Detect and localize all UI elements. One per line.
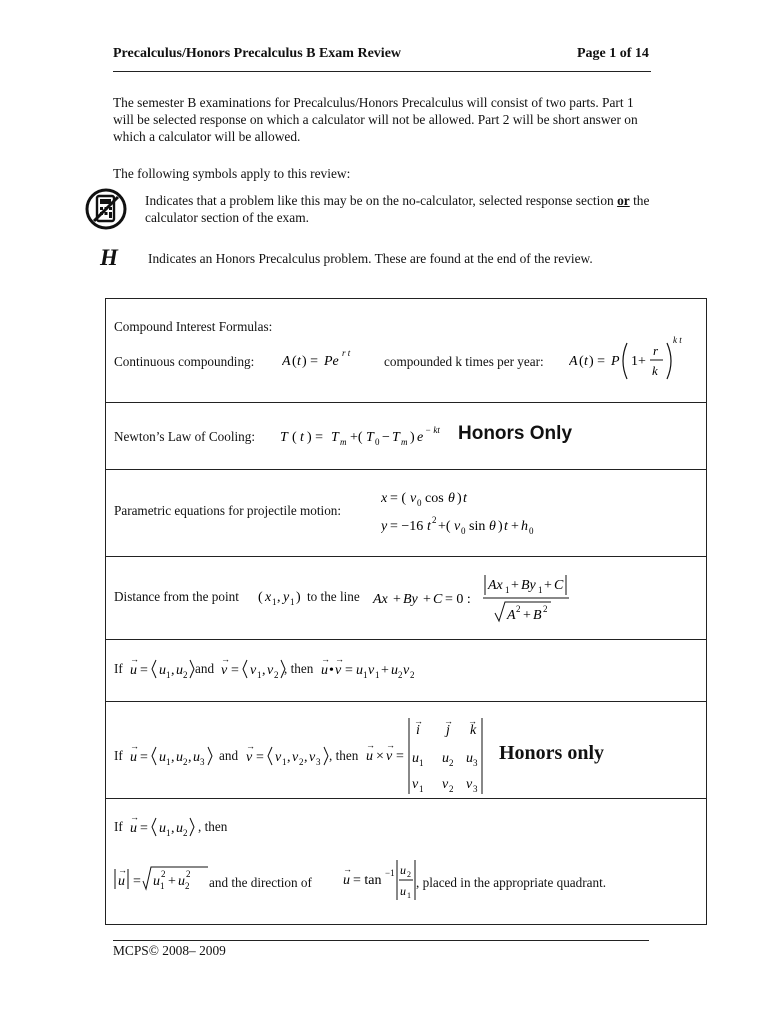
distance-formula	[371, 569, 581, 629]
continuous-formula	[282, 341, 372, 373]
svg-text:=: =	[396, 749, 404, 764]
svg-text:P: P	[611, 354, 620, 369]
svg-text:=: =	[140, 821, 148, 836]
svg-text:u: u	[400, 884, 406, 898]
header-divider	[113, 71, 651, 72]
svg-text:r: r	[653, 343, 659, 358]
svg-text:1: 1	[419, 784, 424, 794]
svg-text:By: By	[403, 592, 418, 607]
svg-text:+: +	[544, 578, 552, 593]
svg-text:j: j	[446, 723, 450, 738]
svg-text:v: v	[221, 663, 228, 678]
svg-text:C: C	[433, 592, 443, 607]
svg-text:A: A	[507, 608, 516, 623]
svg-text:T: T	[331, 430, 339, 445]
svg-text:u: u	[159, 663, 166, 678]
svg-text:2: 2	[161, 869, 166, 879]
svg-text:u: u	[130, 750, 137, 765]
dot-and: and	[195, 661, 215, 676]
svg-text:v: v	[309, 750, 316, 765]
svg-text:0: 0	[461, 526, 466, 536]
svg-text:=: =	[345, 663, 353, 678]
distance-label-prefix: Distance from the point	[114, 589, 239, 604]
svg-text:y: y	[283, 590, 290, 605]
svg-text:v: v	[250, 663, 257, 678]
cross-and: and	[219, 748, 239, 763]
svg-text:k: k	[470, 723, 477, 738]
svg-text:v: v	[466, 777, 473, 792]
svg-text:By: By	[521, 578, 536, 593]
svg-text:→: →	[321, 654, 330, 664]
svg-text:1: 1	[505, 585, 510, 595]
svg-text:u: u	[176, 663, 183, 678]
svg-text:i: i	[416, 723, 420, 738]
svg-text:−: −	[382, 430, 390, 445]
svg-text:θ: θ	[448, 491, 455, 506]
svg-text:→: →	[246, 741, 255, 751]
svg-text:1: 1	[538, 585, 543, 595]
compound-formula	[569, 329, 699, 385]
svg-text:1+: 1+	[631, 354, 646, 369]
formula-box-magnitude-direction	[105, 798, 707, 925]
svg-text:,: ,	[171, 750, 175, 765]
svg-text:0: 0	[375, 437, 380, 447]
svg-text:): )	[498, 519, 503, 534]
svg-text:2: 2	[516, 604, 521, 614]
svg-text:k: k	[652, 363, 658, 378]
svg-text:u: u	[130, 663, 137, 678]
svg-text:u: u	[321, 663, 328, 678]
symbols-intro-line: The following symbols apply to this review:	[113, 166, 351, 181]
svg-text:1: 1	[407, 891, 411, 900]
svg-text:,: ,	[262, 663, 266, 678]
svg-text:A: A	[569, 354, 578, 369]
dot-then: , then	[284, 661, 314, 676]
svg-text:=: =	[140, 663, 148, 678]
page-header-title: Precalculus/Honors Precalculus B Exam Review	[113, 46, 402, 61]
svg-text:u: u	[176, 750, 183, 765]
svg-text:cos: cos	[425, 491, 444, 506]
svg-text:1: 1	[272, 597, 277, 607]
svg-text:t: t	[463, 491, 467, 506]
svg-text:v: v	[267, 663, 274, 678]
svg-text:) =: ) =	[307, 430, 324, 445]
svg-text:Pe: Pe	[324, 354, 339, 369]
svg-text:y: y	[381, 519, 388, 534]
svg-text:t: t	[297, 354, 301, 369]
svg-text:+(: +(	[350, 430, 363, 445]
svg-text:v: v	[246, 750, 253, 765]
formula-box-dot-product	[105, 639, 707, 702]
svg-text:2: 2	[183, 828, 188, 838]
formula-box-distance	[105, 556, 707, 640]
svg-text:(: (	[292, 354, 297, 369]
svg-text:2: 2	[407, 870, 411, 879]
dot-vector-v	[219, 650, 289, 684]
parametric-label: Parametric equations for projectile motion:	[114, 503, 342, 518]
svg-text:=: =	[133, 874, 141, 889]
svg-text:1: 1	[257, 670, 262, 680]
svg-text:m: m	[401, 437, 408, 447]
svg-text:T: T	[366, 430, 374, 445]
svg-text:2: 2	[299, 757, 304, 767]
continuous-label: Continuous compounding:	[114, 354, 255, 369]
svg-text:2: 2	[183, 670, 188, 680]
svg-text:1: 1	[419, 758, 424, 768]
svg-text:u: u	[442, 751, 449, 766]
svg-text:v: v	[410, 491, 417, 506]
svg-text:= −16: = −16	[390, 519, 424, 534]
honors-h-icon: H	[100, 245, 118, 270]
svg-text:− kt: − kt	[425, 425, 440, 435]
svg-text:3: 3	[316, 757, 321, 767]
svg-text:0: 0	[417, 498, 422, 508]
honors-only-badge-cross: Honors only	[499, 742, 605, 764]
svg-text:→: →	[118, 865, 127, 875]
svg-text:(: (	[292, 430, 297, 445]
svg-text:v: v	[403, 663, 410, 678]
svg-text:): )	[410, 430, 415, 445]
svg-text:u: u	[118, 874, 125, 889]
svg-text:= 0 :: = 0 :	[445, 592, 471, 607]
svg-text:= (: = (	[390, 491, 407, 506]
svg-text:+: +	[393, 592, 401, 607]
svg-text:+: +	[381, 663, 389, 678]
svg-text:u: u	[466, 751, 473, 766]
svg-text:u: u	[343, 873, 350, 888]
point-notation	[258, 583, 308, 611]
svg-text:u: u	[159, 821, 166, 836]
svg-text:3: 3	[200, 757, 205, 767]
svg-text:v: v	[335, 663, 342, 678]
svg-text:→: →	[130, 812, 139, 822]
compound-heading: Compound Interest Formulas:	[114, 319, 273, 334]
svg-text:u: u	[356, 663, 363, 678]
svg-text:1: 1	[290, 597, 295, 607]
svg-text:,: ,	[277, 590, 281, 605]
mag-vector-u	[128, 808, 208, 842]
svg-text:v: v	[442, 777, 449, 792]
svg-text:+: +	[423, 592, 431, 607]
honors-only-badge: Honors Only	[458, 423, 573, 444]
svg-text:→: →	[386, 740, 395, 750]
svg-text:u: u	[153, 874, 160, 889]
svg-text:Ax: Ax	[488, 578, 503, 593]
parametric-formula	[381, 482, 561, 548]
svg-text:2: 2	[449, 758, 454, 768]
svg-text:1: 1	[282, 757, 287, 767]
svg-text:θ: θ	[489, 519, 496, 534]
svg-text:x: x	[381, 491, 388, 506]
svg-text:→: →	[343, 864, 352, 874]
svg-text:u: u	[176, 821, 183, 836]
svg-text:+: +	[511, 578, 519, 593]
svg-text:→: →	[130, 654, 139, 664]
svg-text:B: B	[533, 608, 542, 623]
svg-text:+: +	[511, 519, 519, 534]
svg-text:u: u	[178, 874, 185, 889]
mag-then: , then	[198, 819, 228, 834]
svg-text:=: =	[256, 750, 264, 765]
svg-text:2: 2	[398, 670, 403, 680]
k-times-label: compounded k times per year:	[384, 354, 544, 369]
svg-text:u: u	[159, 750, 166, 765]
svg-text:C: C	[554, 578, 564, 593]
direction-formula	[341, 854, 421, 904]
no-calculator-icon	[85, 188, 127, 230]
svg-text:1: 1	[160, 881, 165, 891]
svg-text:v: v	[368, 663, 375, 678]
direction-text: and the direction of	[209, 875, 312, 890]
footer-divider	[113, 940, 649, 941]
formula-box-cross-product	[105, 701, 707, 799]
cross-then: , then	[329, 748, 359, 763]
cross-product-determinant	[364, 714, 489, 798]
svg-text:T: T	[392, 430, 400, 445]
svg-text:→: →	[335, 654, 344, 664]
svg-text:k t: k t	[673, 335, 682, 345]
newton-formula	[280, 419, 450, 451]
svg-text:+: +	[523, 608, 531, 623]
svg-text:T: T	[280, 430, 288, 445]
svg-text:2: 2	[183, 757, 188, 767]
svg-text:Ax: Ax	[373, 592, 388, 607]
quadrant-text: , placed in the appropriate quadrant.	[416, 875, 607, 890]
svg-text:A: A	[282, 354, 291, 369]
svg-text:t: t	[427, 519, 431, 534]
svg-text:u: u	[391, 663, 398, 678]
dot-product-formula	[319, 650, 429, 684]
svg-text:→: →	[130, 741, 139, 751]
svg-text:→: →	[221, 654, 230, 664]
svg-text:,: ,	[188, 750, 192, 765]
calculator-symbol-description: Indicates that a problem like this may be on the no-calculator, selected response section or the calculator section of the exam.	[145, 193, 650, 225]
svg-text:2: 2	[185, 881, 190, 891]
formula-box-parametric	[105, 469, 707, 557]
svg-text:•: •	[329, 663, 334, 678]
svg-text:1: 1	[166, 828, 171, 838]
svg-text:): )	[457, 491, 462, 506]
svg-text:v: v	[275, 750, 282, 765]
svg-text:(: (	[258, 590, 263, 605]
svg-text:) =: ) =	[589, 354, 606, 369]
svg-text:+(: +(	[438, 519, 451, 534]
emphasis-or: or	[617, 193, 630, 208]
svg-text:+: +	[168, 874, 176, 889]
svg-text:2: 2	[186, 869, 191, 879]
svg-text:v: v	[292, 750, 299, 765]
svg-text:→: →	[444, 716, 453, 726]
formula-box-newton-cooling	[105, 402, 707, 470]
svg-text:u: u	[412, 751, 419, 766]
svg-text:m: m	[340, 437, 347, 447]
svg-text:u: u	[130, 821, 137, 836]
svg-text:→: →	[366, 740, 375, 750]
footer-copyright: MCPS© 2008– 2009	[113, 943, 226, 958]
svg-text:u: u	[193, 750, 200, 765]
svg-text:v: v	[412, 777, 419, 792]
svg-text:1: 1	[166, 670, 171, 680]
intro-paragraph: The semester B examinations for Precalculus/Honors Precalculus will consist of two parts. Part 1 will be selected response on which a calculator will not be allowed. Part 2 will be short answer on which a calculator will be allowed.	[113, 95, 638, 144]
svg-text:,: ,	[287, 750, 291, 765]
honors-symbol-description: Indicates an Honors Precalculus problem. These are found at the end of the review.	[148, 251, 593, 266]
svg-text:2: 2	[449, 784, 454, 794]
dot-if: If	[114, 661, 123, 676]
svg-text:u: u	[366, 749, 373, 764]
svg-text:=: =	[140, 750, 148, 765]
svg-text:sin: sin	[469, 519, 486, 534]
svg-text:v: v	[386, 749, 393, 764]
svg-text:2: 2	[274, 670, 279, 680]
mag-if: If	[114, 819, 123, 834]
cross-vector-v	[244, 737, 334, 771]
svg-text:e: e	[417, 430, 424, 445]
cross-if: If	[114, 748, 123, 763]
newton-label: Newton’s Law of Cooling:	[114, 429, 256, 444]
svg-text:u: u	[400, 863, 406, 877]
svg-text:1: 1	[363, 670, 368, 680]
svg-text:2: 2	[543, 604, 548, 614]
formula-box-compound-interest	[105, 298, 707, 403]
svg-text:×: ×	[376, 749, 384, 764]
svg-text:x: x	[265, 590, 272, 605]
svg-text:2: 2	[432, 515, 437, 525]
svg-text:0: 0	[529, 526, 534, 536]
svg-text:,: ,	[171, 821, 175, 836]
svg-text:): )	[296, 590, 301, 605]
svg-text:(: (	[579, 354, 584, 369]
svg-text:h: h	[521, 519, 528, 534]
magnitude-formula	[112, 859, 212, 897]
svg-text:r t: r t	[342, 348, 351, 358]
svg-text:t: t	[300, 430, 304, 445]
svg-text:v: v	[454, 519, 461, 534]
svg-text:−1: −1	[385, 868, 395, 878]
page-number: Page 1 of 14	[577, 46, 649, 61]
svg-text:= tan: = tan	[353, 873, 382, 888]
svg-text:3: 3	[473, 758, 478, 768]
svg-text:3: 3	[473, 784, 478, 794]
svg-text:) =: ) =	[302, 354, 319, 369]
svg-text:2: 2	[410, 670, 415, 680]
distance-label-middle: to the line	[307, 589, 360, 604]
svg-text:=: =	[231, 663, 239, 678]
svg-text:1: 1	[375, 670, 380, 680]
svg-text:t: t	[584, 354, 588, 369]
svg-text:→: →	[414, 716, 423, 726]
svg-text:→: →	[468, 716, 477, 726]
svg-text:1: 1	[166, 757, 171, 767]
svg-text:,: ,	[304, 750, 308, 765]
svg-text:,: ,	[171, 663, 175, 678]
svg-text:t: t	[504, 519, 508, 534]
